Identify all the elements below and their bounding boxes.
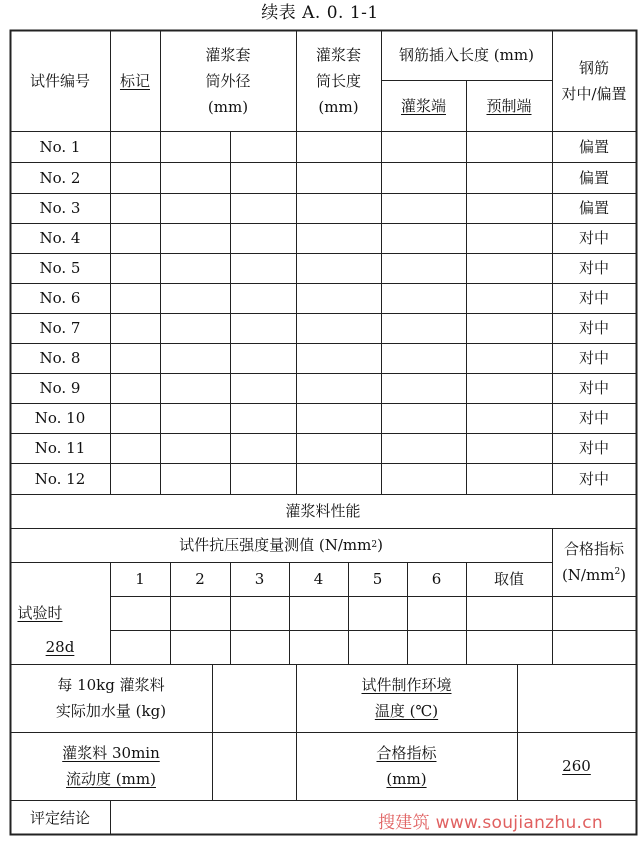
row-6-no: No. 6 [39,289,81,307]
row-7-no: No. 7 [39,319,81,337]
row-1-no: No. 1 [39,137,81,156]
strength-title-text: 试件抗压强度量测值 (N/mm [179,536,372,554]
row-12-position: 对中 [578,469,609,488]
row-5-no: No. 5 [39,259,81,277]
row-4-position: 对中 [578,229,609,247]
header-grout-end: 灌浆端 [400,96,446,115]
watermark-cn: 搜建筑 [378,813,430,833]
row-11-no: No. 11 [34,439,86,457]
strength-col-1: 1 [135,570,145,588]
qualify-unit-close: ) [620,566,627,584]
strength-col-6: 6 [431,570,442,588]
header-sleeve-od-line1: 灌浆套 [205,45,251,64]
env-label-line2: 温度 (℃) [374,702,439,720]
row-9-no: No. 9 [39,379,81,397]
flow-qualify-label [296,732,517,800]
water-label-line2: 实际加水量 (kg) [55,702,167,720]
strength-col-2: 2 [195,570,205,588]
flowability-label [10,732,212,800]
header-sleeve-od-line2: 筒外径 [205,71,251,90]
header-sleeve-outer-diameter [160,30,296,131]
row-8-no: No. 8 [39,349,81,367]
flow-qualify-line1: 合格指标 [376,744,437,762]
header-align-line2: 对中/偏置 [561,84,627,103]
header-alignment [552,30,636,131]
grout-section-title: 灌浆料性能 [285,502,361,520]
row-1-position: 偏置 [578,137,609,156]
flow-label-line2: 流动度 (mm) [66,770,156,788]
env-temp-label [296,664,517,732]
row-12-no: No. 12 [34,469,86,488]
row-4-no: No. 4 [39,229,81,247]
row-11-position: 对中 [578,439,609,457]
strength-value-label: 取值 [493,570,524,588]
conclusion-label: 评定结论 [29,808,90,827]
row-3-position: 偏置 [578,199,609,217]
qualify-unit-sup: 2 [614,567,621,577]
row-2-position: 偏置 [578,168,609,187]
flow-label-line1: 灌浆料 30min [62,744,160,762]
header-sleeve-od-line3: (mm) [207,97,249,116]
header-specimen-no: 试件编号 [29,71,90,90]
header-precast-end: 预制端 [486,96,532,115]
test-age-label: 试验时 [17,604,63,622]
table-caption: 续表 A. 0. 1-1 [261,3,379,23]
header-align-line1: 钢筋 [578,58,609,77]
row-10-position: 对中 [578,409,609,427]
flow-qualify-line2: (mm) [386,770,427,788]
row-2-no: No. 2 [39,168,81,187]
strength-col-5: 5 [372,570,383,588]
env-label-line1: 试件制作环境 [361,676,452,694]
test-age-value: 28d [45,638,75,656]
watermark [378,808,603,833]
header-sleeve-len-line2: 筒长度 [315,71,361,90]
row-6-position: 对中 [578,289,609,307]
header-insert-length: 钢筋插入长度 (mm) [399,46,534,64]
strength-title-close: ) [377,536,383,554]
header-sleeve-len-line3: (mm) [318,97,359,116]
qualify-indicator [552,528,636,596]
qualify-label: 合格指标 [563,540,624,558]
header-sleeve-len-line1: 灌浆套 [315,45,361,64]
row-3-no: No. 3 [39,199,81,217]
strength-col-3: 3 [254,570,265,588]
row-7-position: 对中 [578,319,609,337]
row-9-position: 对中 [578,379,609,397]
qualify-unit [562,562,626,588]
row-5-position: 对中 [578,259,609,277]
watermark-url: www.soujianzhu.cn [435,813,603,833]
row-8-position: 对中 [578,349,609,367]
strength-title: 试件抗压强度量测值 (N/mm 2 ) [10,528,552,562]
water-addition-label [10,664,212,732]
header-mark: 标记 [119,71,150,90]
row-10-no: No. 10 [34,409,86,427]
header-sleeve-length [296,30,381,131]
qualify-unit-text: (N/mm [561,566,615,584]
water-label-line1: 每 10kg 灌浆料 [57,676,165,694]
flow-qualify-value: 260 [562,757,591,775]
strength-col-4: 4 [313,570,324,588]
